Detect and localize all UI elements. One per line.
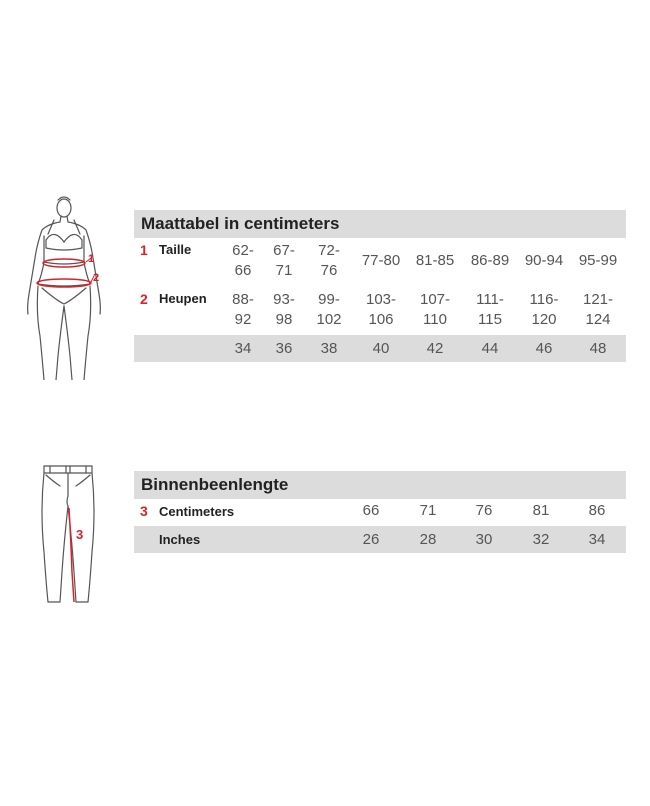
size-cell: 38 <box>320 340 338 357</box>
value-cell: 28 <box>419 531 437 548</box>
row-number-1: 1 <box>140 242 148 258</box>
row-label-centimeters: Centimeters <box>159 504 235 519</box>
size-cell: 34 <box>234 340 252 357</box>
value-cell: 111- 115 <box>476 291 504 328</box>
size-table <box>134 210 626 364</box>
row-label-heupen: Heupen <box>159 291 207 306</box>
figure-label-3: 3 <box>76 527 84 542</box>
size-cell: 36 <box>275 340 293 357</box>
value-cell: 71 <box>419 502 437 519</box>
size-cell: 42 <box>426 340 444 357</box>
figure-label-1: 1 <box>88 253 95 265</box>
value-cell: 99- 102 <box>316 291 342 328</box>
body-figure-illustration <box>22 196 108 380</box>
size-table-title: Maattabel in centimeters <box>134 210 626 238</box>
size-cell: 44 <box>481 340 499 357</box>
value-cell: 121- 124 <box>582 291 614 328</box>
value-cell: 77-80 <box>361 252 401 269</box>
row-number-3: 3 <box>140 503 148 519</box>
inseam-table <box>134 471 626 555</box>
row-label-inches: Inches <box>159 532 201 547</box>
value-cell: 86 <box>588 502 606 519</box>
value-cell: 26 <box>362 531 380 548</box>
value-cell: 93- 98 <box>273 291 295 328</box>
value-cell: 34 <box>588 531 606 548</box>
value-cell: 107- 110 <box>419 291 451 328</box>
value-cell: 103- 106 <box>365 291 397 328</box>
inseam-table-title: Binnenbeenlengte <box>134 471 626 499</box>
size-row <box>134 335 626 362</box>
value-cell: 86-89 <box>470 252 510 269</box>
value-cell: 90-94 <box>524 252 564 269</box>
value-cell: 88- 92 <box>232 291 254 328</box>
inches-row <box>134 526 626 553</box>
value-cell: 81-85 <box>415 252 455 269</box>
value-cell: 72- 76 <box>318 242 340 279</box>
value-cell: 76 <box>475 502 493 519</box>
size-cell: 48 <box>589 340 607 357</box>
value-cell: 67- 71 <box>273 242 295 279</box>
value-cell: 116- 120 <box>529 291 559 328</box>
size-cell: 46 <box>535 340 553 357</box>
value-cell: 62- 66 <box>232 242 254 279</box>
figure-label-2: 2 <box>93 272 100 284</box>
value-cell: 30 <box>475 531 493 548</box>
row-number-2: 2 <box>140 291 148 307</box>
value-cell: 95-99 <box>578 252 618 269</box>
value-cell: 66 <box>362 502 380 519</box>
value-cell: 32 <box>532 531 550 548</box>
size-cell: 40 <box>372 340 390 357</box>
jeans-illustration <box>38 462 98 604</box>
row-label-taille: Taille <box>159 242 192 257</box>
value-cell: 81 <box>532 502 550 519</box>
